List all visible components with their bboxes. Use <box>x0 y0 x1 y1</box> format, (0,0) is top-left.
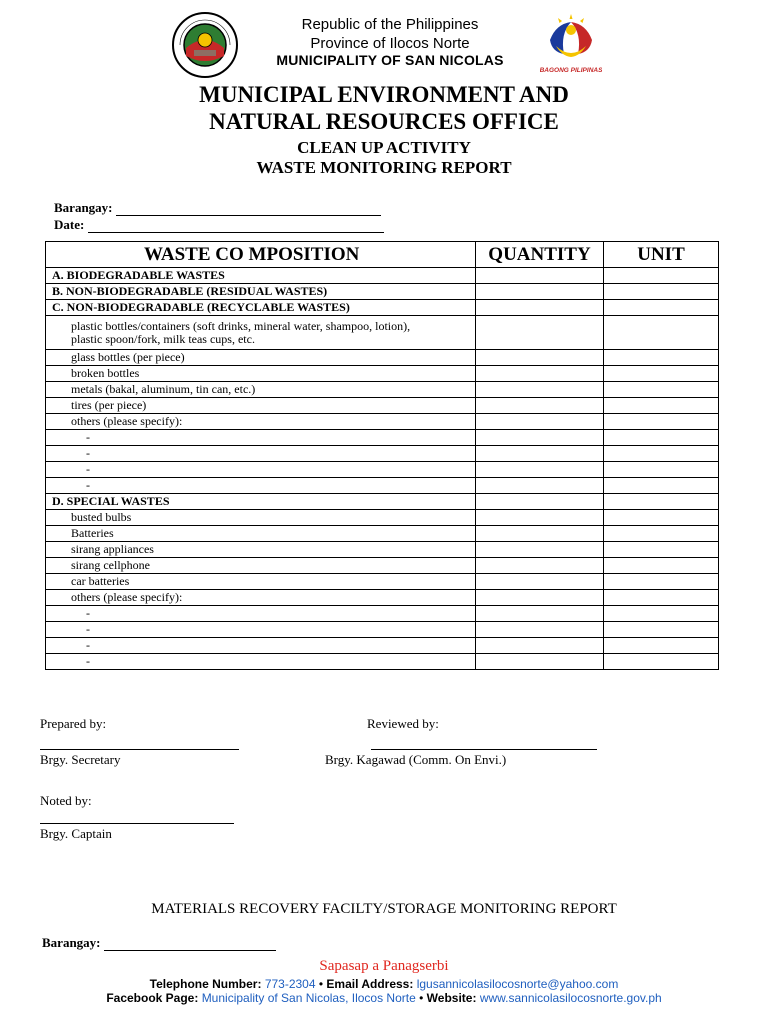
noted-role: Brgy. Captain <box>40 826 112 841</box>
waste-item-label: glass bottles (per piece) <box>46 350 476 366</box>
quantity-cell[interactable] <box>476 316 604 350</box>
quantity-cell[interactable] <box>476 526 604 542</box>
quantity-cell[interactable] <box>476 654 604 670</box>
table-row <box>46 526 719 542</box>
unit-cell[interactable] <box>604 462 719 478</box>
unit-cell[interactable] <box>604 284 719 300</box>
quantity-cell[interactable] <box>476 622 604 638</box>
waste-item-label: metals (bakal, aluminum, tin can, etc.) <box>46 382 476 398</box>
table-row <box>46 542 719 558</box>
unit-cell[interactable] <box>604 526 719 542</box>
waste-item-label: others (please specify): <box>46 590 476 606</box>
table-row <box>46 398 719 414</box>
waste-item-label: - <box>46 478 476 494</box>
quantity-cell[interactable] <box>476 414 604 430</box>
separator: • <box>318 977 324 991</box>
quantity-cell[interactable] <box>476 430 604 446</box>
category-row <box>46 300 719 316</box>
email-link[interactable]: lgusannicolasilocosnorte@yahoo.com <box>416 977 619 991</box>
quantity-cell[interactable] <box>476 350 604 366</box>
unit-cell[interactable] <box>604 446 719 462</box>
waste-item-label: broken bottles <box>46 366 476 382</box>
quantity-cell[interactable] <box>476 542 604 558</box>
quantity-cell[interactable] <box>476 284 604 300</box>
table-row <box>46 574 719 590</box>
noted-by-label: Noted by: <box>40 793 92 808</box>
category-label: D. SPECIAL WASTES <box>46 494 476 510</box>
header-waste-composition: WASTE CO MPOSITION <box>46 242 476 268</box>
unit-cell[interactable] <box>604 268 719 284</box>
telephone-number: 773-2304 <box>264 977 316 991</box>
footer-motto: Sapasap a Panagserbi <box>319 958 449 974</box>
bagong-pilipinas-logo <box>540 10 602 78</box>
quantity-cell[interactable] <box>476 446 604 462</box>
waste-item-label: sirang cellphone <box>46 558 476 574</box>
quantity-cell[interactable] <box>476 398 604 414</box>
table-row <box>46 510 719 526</box>
waste-item-label: others (please specify): <box>46 414 476 430</box>
table-row <box>46 382 719 398</box>
table-row <box>46 558 719 574</box>
waste-item-label: Batteries <box>46 526 476 542</box>
table-row <box>46 462 719 478</box>
unit-cell[interactable] <box>604 382 719 398</box>
waste-composition-table <box>45 241 719 670</box>
table-row <box>46 622 719 638</box>
quantity-cell[interactable] <box>476 606 604 622</box>
prepared-role: Brgy. Secretary <box>40 752 121 767</box>
table-row <box>46 316 719 350</box>
website-label: Website: <box>426 991 477 1005</box>
table-row <box>46 366 719 382</box>
waste-item-label: - <box>46 462 476 478</box>
table-row <box>46 606 719 622</box>
table-row <box>46 446 719 462</box>
table-header-row <box>46 242 719 268</box>
waste-item-label: plastic bottles/containers (soft drinks, mineral water, shampoo, lotion), plastic spoon/fork, milk teas cups, etc. <box>46 316 476 350</box>
category-row <box>46 268 719 284</box>
prepared-by-label: Prepared by: <box>40 716 107 731</box>
unit-cell[interactable] <box>604 350 719 366</box>
unit-cell[interactable] <box>604 622 719 638</box>
header-republic: Republic of the Philippines <box>301 16 479 33</box>
mrf-barangay-blank[interactable] <box>104 938 276 951</box>
reviewed-signature-line[interactable] <box>371 749 597 750</box>
reviewed-by-label: Reviewed by: <box>367 716 439 731</box>
table-row <box>46 478 719 494</box>
logo-caption: BAGONG PILIPINAS <box>540 67 602 74</box>
category-label: C. NON-BIODEGRADABLE (RECYCLABLE WASTES) <box>46 300 476 316</box>
date-field <box>54 217 384 233</box>
quantity-cell[interactable] <box>476 268 604 284</box>
header-municipality: MUNICIPALITY OF SAN NICOLAS <box>276 52 504 68</box>
quantity-cell[interactable] <box>476 382 604 398</box>
unit-cell[interactable] <box>604 590 719 606</box>
waste-item-label: car batteries <box>46 574 476 590</box>
prepared-signature-line[interactable] <box>40 749 239 750</box>
waste-item-label: - <box>46 654 476 670</box>
quantity-cell[interactable] <box>476 638 604 654</box>
barangay-blank[interactable] <box>116 203 381 216</box>
report-title: WASTE MONITORING REPORT <box>256 158 512 177</box>
website-link[interactable]: www.sannicolasilocosnorte.gov.ph <box>479 991 662 1005</box>
unit-cell[interactable] <box>604 542 719 558</box>
waste-item-label: - <box>46 638 476 654</box>
reviewed-role: Brgy. Kagawad (Comm. On Envi.) <box>325 752 507 767</box>
table-row <box>46 350 719 366</box>
table-row <box>46 638 719 654</box>
waste-item-label: - <box>46 446 476 462</box>
unit-cell[interactable] <box>604 430 719 446</box>
telephone-label: Telephone Number: <box>149 977 262 991</box>
barangay-label: Barangay: <box>54 200 113 215</box>
quantity-cell[interactable] <box>476 574 604 590</box>
mrf-barangay-label: Barangay: <box>42 935 101 950</box>
unit-cell[interactable] <box>604 574 719 590</box>
date-label: Date: <box>54 217 85 232</box>
footer-contact-line1 <box>0 977 768 991</box>
quantity-cell[interactable] <box>476 494 604 510</box>
unit-cell[interactable] <box>604 366 719 382</box>
date-blank[interactable] <box>88 220 384 233</box>
quantity-cell[interactable] <box>476 366 604 382</box>
waste-item-label: - <box>46 606 476 622</box>
noted-signature-line[interactable] <box>40 823 234 824</box>
unit-cell[interactable] <box>604 558 719 574</box>
quantity-cell[interactable] <box>476 558 604 574</box>
unit-cell[interactable] <box>604 510 719 526</box>
header-province: Province of Ilocos Norte <box>310 35 470 52</box>
unit-cell[interactable] <box>604 654 719 670</box>
mrf-report-title: MATERIALS RECOVERY FACILTY/STORAGE MONITORING REPORT <box>151 901 617 917</box>
office-title-line2: NATURAL RESOURCES OFFICE <box>209 109 559 134</box>
table-row <box>46 590 719 606</box>
quantity-cell[interactable] <box>476 590 604 606</box>
separator: • <box>419 991 424 1005</box>
table-row <box>46 414 719 430</box>
unit-cell[interactable] <box>604 414 719 430</box>
facebook-link[interactable]: Municipality of San Nicolas, Ilocos Norte <box>201 991 416 1005</box>
email-label: Email Address: <box>326 977 414 991</box>
category-label: B. NON-BIODEGRADABLE (RESIDUAL WASTES) <box>46 284 476 300</box>
category-row <box>46 494 719 510</box>
unit-cell[interactable] <box>604 638 719 654</box>
mrf-barangay-field <box>42 935 276 951</box>
waste-item-label: tires (per piece) <box>46 398 476 414</box>
category-row <box>46 284 719 300</box>
footer-contact-line2 <box>0 991 768 1005</box>
quantity-cell[interactable] <box>476 478 604 494</box>
header-quantity: QUANTITY <box>476 242 604 268</box>
unit-cell[interactable] <box>604 398 719 414</box>
waste-item-label: - <box>46 430 476 446</box>
unit-cell[interactable] <box>604 606 719 622</box>
facebook-label: Facebook Page: <box>106 991 199 1005</box>
waste-item-label: sirang appliances <box>46 542 476 558</box>
unit-cell[interactable] <box>604 316 719 350</box>
municipal-seal-logo <box>172 12 238 78</box>
category-label: A. BIODEGRADABLE WASTES <box>46 268 476 284</box>
waste-item-label: - <box>46 622 476 638</box>
table-row <box>46 430 719 446</box>
unit-cell[interactable] <box>604 478 719 494</box>
unit-cell[interactable] <box>604 300 719 316</box>
barangay-field <box>54 200 381 216</box>
table-row <box>46 654 719 670</box>
quantity-cell[interactable] <box>476 300 604 316</box>
waste-item-label: busted bulbs <box>46 510 476 526</box>
header-unit: UNIT <box>604 242 719 268</box>
quantity-cell[interactable] <box>476 462 604 478</box>
office-title-line1: MUNICIPAL ENVIRONMENT AND <box>199 82 569 107</box>
quantity-cell[interactable] <box>476 510 604 526</box>
activity-title: CLEAN UP ACTIVITY <box>297 138 471 157</box>
unit-cell[interactable] <box>604 494 719 510</box>
